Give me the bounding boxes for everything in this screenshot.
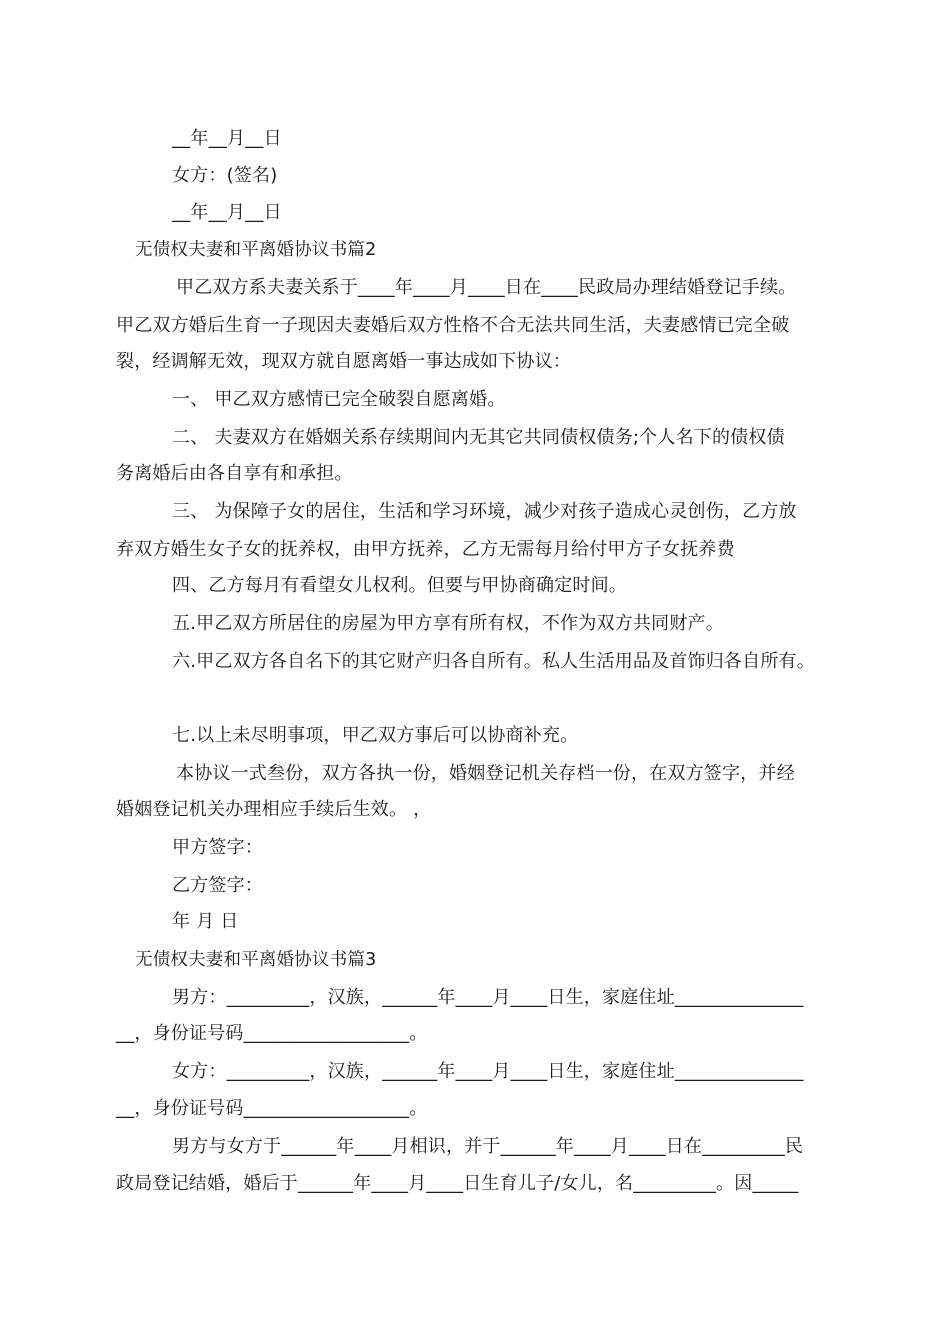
paragraph-line: 男方与女方于______年____月相识，并于______年____月____日在_________民 (172, 1136, 804, 1157)
paragraph-line: 裂，经调解无效，现双方就自愿离婚一事达成如下协议： (116, 351, 571, 372)
male-info-line: 男方：_________，汉族，______年____月____日生，家庭住址______________ (172, 987, 804, 1008)
party-a-signature-line: 甲方签字： (172, 837, 263, 858)
clause-line: 五.甲乙双方所居住的房屋为甲方享有所有权，不作为双方共同财产。 (172, 613, 724, 634)
paragraph-line: 政局登记结婚，婚后于______年____月____日生育儿子/女儿，名_________。因_____ (116, 1173, 799, 1194)
clause-line: 六.甲乙双方各自名下的其它财产归各自所有。私人生活用品及首饰归各自所有。 (172, 651, 815, 672)
section-heading: 无债权夫妻和平离婚协议书篇2 (135, 240, 377, 260)
paragraph-line: 甲乙双方婚后生育一子现因夫妻婚后双方性格不合无法共同生活，夫妻感情已完全破 (116, 315, 790, 336)
male-id-line: __，身份证号码__________________。 (116, 1023, 428, 1044)
female-id-line: __，身份证号码__________________。 (116, 1098, 428, 1119)
section-heading: 无债权夫妻和平离婚协议书篇3 (135, 950, 377, 970)
female-info-line: 女方：_________，汉族，______年____月____日生，家庭住址______________ (172, 1061, 804, 1082)
clause-line: 四、乙方每月有看望女儿权利。但要与甲协商确定时间。 (172, 575, 627, 596)
date-line: 年 月 日 (172, 911, 239, 932)
clause-line: 二、 夫妻双方在婚姻关系存续期间内无其它共同债权债务;个人名下的债权债 (172, 427, 785, 448)
clause-line: 三、 为保障子女的居住，生活和学习环境，减少对孩子造成心灵创伤，乙方放 (172, 501, 797, 522)
paragraph-line: 婚姻登记机关办理相应手续后生效。 ， (116, 799, 432, 820)
clause-line: 务离婚后由各自享有和承担。 (116, 463, 353, 484)
party-b-signature-line: 乙方签字： (172, 875, 263, 896)
clause-line: 七.以上未尽明事项，甲乙双方事后可以协商补充。 (172, 725, 579, 746)
female-signature-line: 女方：(签名) (172, 165, 278, 186)
clause-line: 弃双方婚生女子女的抚养权，由甲方抚养，乙方无需每月给付甲方子女抚养费 (116, 539, 735, 560)
paragraph-line: 甲乙双方系夫妻关系于____年____月____日在____民政局办理结婚登记手续。 (176, 277, 797, 298)
date-blank-line: __年__月__日 (172, 128, 282, 149)
paragraph-line: 本协议一式叁份，双方各执一份，婚姻登记机关存档一份，在双方签字，并经 (176, 763, 795, 784)
date-blank-line: __年__月__日 (172, 202, 282, 223)
clause-line: 一、 甲乙双方感情已完全破裂自愿离婚。 (172, 389, 506, 410)
